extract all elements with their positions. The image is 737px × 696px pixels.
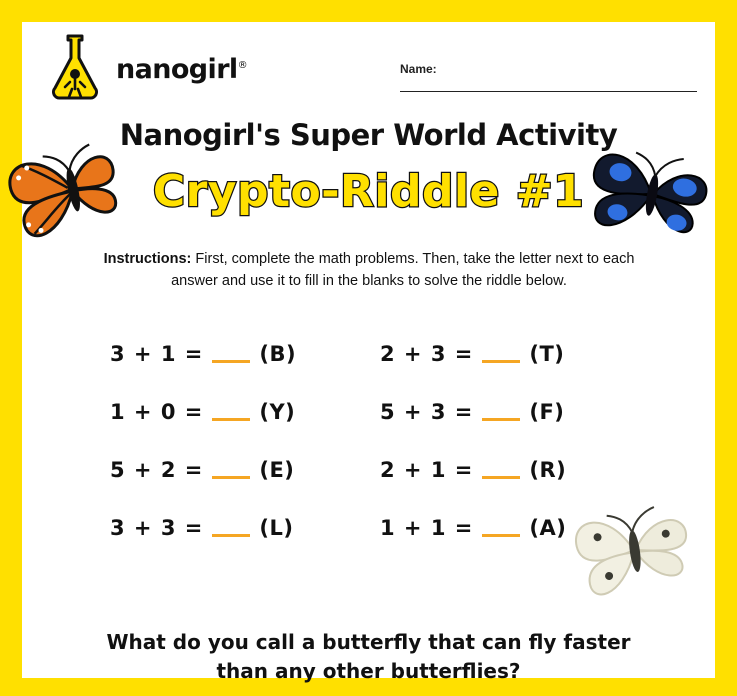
answer-blank[interactable] <box>212 519 250 537</box>
flask-icon <box>44 32 106 102</box>
problem-expression: 1 + 1 = <box>380 516 474 540</box>
riddle-question <box>60 628 677 686</box>
problem-row <box>110 383 360 441</box>
border-frame-right <box>715 0 737 696</box>
page-title: Nanogirl's Super World Activity <box>119 118 618 152</box>
answer-blank[interactable] <box>212 461 250 479</box>
problem-letter: (L) <box>259 516 294 540</box>
problem-letter: (T) <box>529 342 565 366</box>
border-frame-left <box>0 0 22 696</box>
problem-letter: (R) <box>529 458 567 482</box>
problem-expression: 3 + 3 = <box>110 516 204 540</box>
problem-letter: (B) <box>259 342 297 366</box>
answer-blank[interactable] <box>212 403 250 421</box>
name-label: Name: <box>400 62 437 76</box>
problem-letter: (F) <box>529 400 565 424</box>
problem-expression: 2 + 3 = <box>380 342 474 366</box>
logo-wordmark-text: nanogirl <box>116 54 238 85</box>
riddle-line-2: than any other butterflies? <box>216 659 521 683</box>
answer-blank[interactable] <box>482 403 520 421</box>
border-frame-top <box>0 0 737 22</box>
nanogirl-logo <box>44 32 247 102</box>
problem-row <box>380 441 630 499</box>
problem-expression: 3 + 1 = <box>110 342 204 366</box>
answer-blank[interactable] <box>212 345 250 363</box>
registered-mark: ® <box>237 60 247 71</box>
answer-blank[interactable] <box>482 461 520 479</box>
name-field[interactable] <box>400 58 697 92</box>
problem-row <box>380 383 630 441</box>
problem-expression: 5 + 2 = <box>110 458 204 482</box>
problem-row <box>110 325 360 383</box>
problem-expression: 5 + 3 = <box>380 400 474 424</box>
problems-grid <box>110 325 630 557</box>
problem-expression: 1 + 0 = <box>110 400 204 424</box>
instructions <box>95 248 643 293</box>
logo-wordmark <box>116 54 247 85</box>
problem-letter: (Y) <box>259 400 296 424</box>
instructions-text: First, complete the math problems. Then, take the letter next to each answer and use it to fill in the blanks to solve the riddle below. <box>171 251 635 290</box>
problem-expression: 2 + 1 = <box>380 458 474 482</box>
answer-blank[interactable] <box>482 345 520 363</box>
instructions-prefix: Instructions: <box>103 251 192 267</box>
name-input-line[interactable] <box>400 91 697 92</box>
problem-letter: (A) <box>529 516 567 540</box>
problem-row <box>380 499 630 557</box>
problem-letter: (E) <box>259 458 295 482</box>
problem-row <box>110 499 360 557</box>
problem-row <box>110 441 360 499</box>
page-subtitle: Crypto-Riddle #1 <box>152 166 585 217</box>
riddle-line-1: What do you call a butterfly that can fly faster <box>106 630 631 654</box>
problem-row <box>380 325 630 383</box>
answer-blank[interactable] <box>482 519 520 537</box>
